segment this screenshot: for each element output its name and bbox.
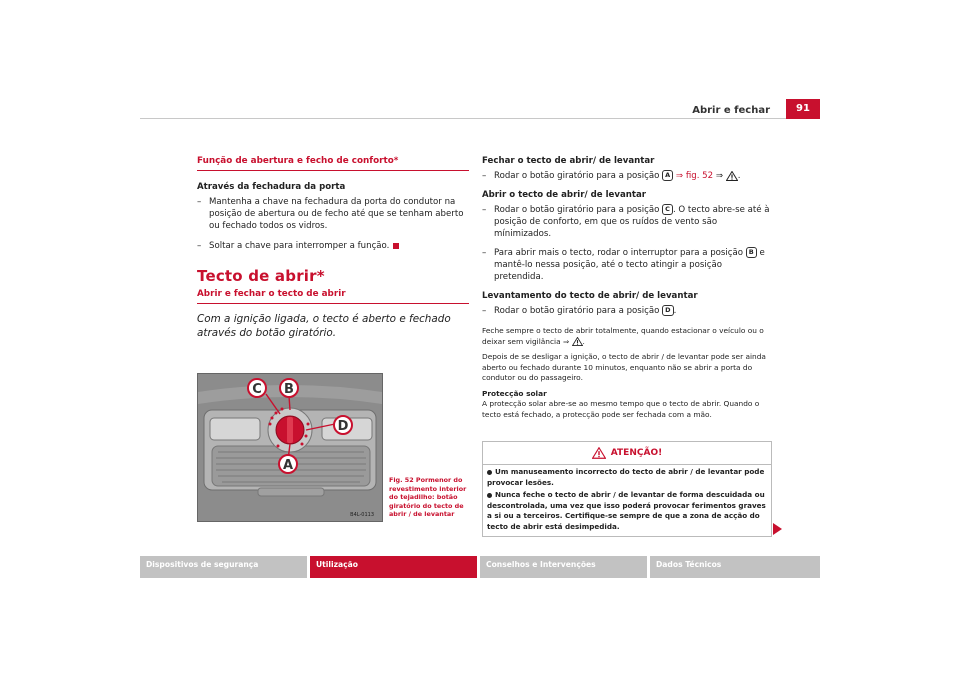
note-sun-protection: A protecção solar abre-se ao mesmo tempo que o tecto de abrir. Quando o tecto está fechado, a protecção pode ser fechada com a mão. (482, 399, 760, 419)
subheading-door-lock: Através da fechadura da porta (197, 182, 346, 192)
continue-arrow-icon (773, 523, 782, 535)
section-rule (197, 170, 469, 171)
heading-sun-protection: Protecção solar (482, 388, 547, 398)
roof-console-illustration (198, 374, 382, 521)
page-number: 91 (786, 99, 820, 119)
lead-paragraph: Com a ignição ligada, o tecto é aberto e fechado através do botão giratório. (197, 313, 451, 339)
footer-tab-advice[interactable]: Conselhos e Intervenções (480, 556, 647, 578)
end-of-section-mark (393, 243, 399, 249)
note-after-ignition: Depois de se desligar a ignição, o tecto de abrir / de levantar pode ser ainda aberto ou fechado durante 10 minutos, enquanto não se abrir a porta do condutor ou do passageiro. (482, 352, 766, 382)
heading-close-sunroof: Fechar o tecto de abrir/ de levantar (482, 156, 655, 166)
warning-icon (726, 171, 738, 181)
callout-d: D (337, 419, 349, 434)
list-item: – Rodar o botão giratório para a posição D . (482, 306, 677, 316)
header-rule (140, 118, 820, 119)
running-header: Abrir e fechar (692, 105, 770, 116)
warning-bullet: Um manuseamento incorrecto do tecto de abrir / de levantar pode provocar lesões. (487, 467, 765, 487)
right-column (482, 155, 772, 420)
list-item: – Rodar o botão giratório para a posição C . O tecto abre-se até à posição de conforto, em que os ruídos de vento são mínimizados. (482, 205, 770, 239)
callout-a: A (282, 458, 294, 473)
footer-tab-usage[interactable]: Utilização (310, 556, 477, 578)
figure-code: B4L-0113 (350, 512, 374, 518)
warning-icon (592, 447, 606, 459)
list-item: – Soltar a chave para interromper a função. (197, 240, 469, 252)
list-item: – Para abrir mais o tecto, rodar o interruptor para a posição B e mantê-lo nessa posição, até o tecto atingir a posição pretendida. (482, 248, 765, 282)
warning-icon (572, 337, 583, 346)
position-badge-b: B (746, 247, 757, 258)
left-column (197, 155, 469, 340)
note-close-fully: Feche sempre o tecto de abrir totalmente, quando estacionar o veículo ou o deixar sem vigilância ⇒ . (482, 326, 764, 346)
bullet-icon (487, 470, 492, 475)
section-heading-sunroof: Abrir e fechar o tecto de abrir (197, 289, 346, 299)
section-heading-comfort: Função de abertura e fecho de conforto* (197, 156, 399, 166)
heading-raise-sunroof: Levantamento do tecto de abrir/ de levantar (482, 291, 698, 301)
section-rule (197, 303, 469, 304)
bullet-icon (487, 493, 492, 498)
warning-bullet: Nunca feche o tecto de abrir / de levantar de forma descuidada ou descontrolada, uma vez que isso poderá provocar ferimentos graves a si ou a terceiros. Certifique-se sempre de que a zona de acção do tecto de abrir está desimpedida. (487, 490, 766, 531)
figure-caption: Fig. 52 Pormenor do revestimento interior do tejadilho: botão giratório do tecto de abrir / de levantar (389, 476, 467, 518)
warning-box (482, 441, 772, 537)
warning-title: ATENÇÃO! (610, 448, 663, 458)
figure-roof-console (197, 373, 383, 522)
heading-open-sunroof: Abrir o tecto de abrir/ de levantar (482, 190, 647, 200)
chapter-title: Tecto de abrir* (197, 267, 325, 285)
footer-tab-technical[interactable]: Dados Técnicos (650, 556, 820, 578)
callout-c: C (252, 382, 262, 397)
list-item: – Rodar o botão giratório para a posição A ⇒ fig. 52 ⇒ . (482, 171, 741, 181)
position-badge-c: C (662, 204, 673, 215)
callout-b: B (284, 382, 294, 397)
list-item: – Mantenha a chave na fechadura da porta do condutor na posição de abertura ou de fecho até que se tenham aberto ou fechado todos os vidros. (197, 197, 464, 231)
figure-link[interactable]: ⇒ fig. 52 (675, 171, 714, 181)
position-badge-d: D (662, 305, 673, 316)
footer-tab-safety[interactable]: Dispositivos de segurança (140, 556, 307, 578)
position-badge-a: A (662, 170, 673, 181)
